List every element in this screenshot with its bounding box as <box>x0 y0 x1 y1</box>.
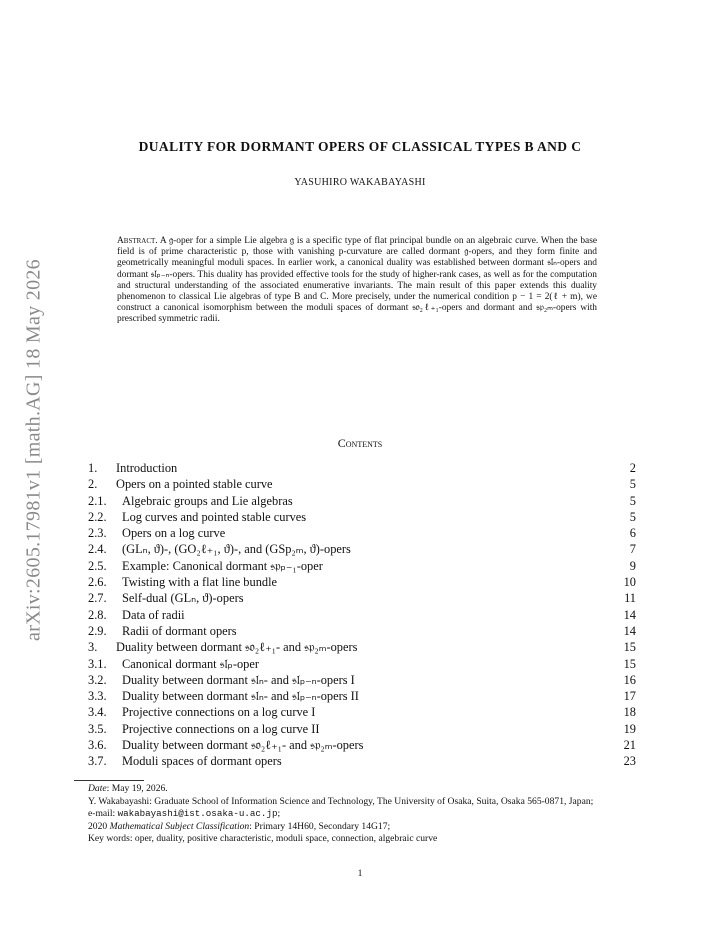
toc-entry[interactable] <box>88 704 636 720</box>
toc-entry-number: 2.1. <box>88 493 107 508</box>
toc-entry-number: 3. <box>88 640 98 655</box>
toc-entry-page: 10 <box>623 575 636 590</box>
toc-entry-number: 3.3. <box>88 689 107 704</box>
toc-entry-page: 7 <box>629 542 636 557</box>
toc-entry-title: Twisting with a flat line bundle <box>122 575 278 590</box>
toc-entry-title: Data of radii <box>122 607 185 622</box>
footnote-rule <box>74 780 144 781</box>
toc-entry-number: 2.7. <box>88 591 107 606</box>
toc-entry-title: Introduction <box>116 461 178 475</box>
toc-entry-page: 9 <box>629 558 636 573</box>
toc-entry-number: 3.2. <box>88 672 107 687</box>
toc-entry-number: 2.6. <box>88 575 107 590</box>
toc-entry-page: 5 <box>629 509 636 524</box>
toc-entry-page: 17 <box>623 689 636 704</box>
toc-entry-number: 3.5. <box>88 721 107 736</box>
toc-entry-number: 2. <box>88 477 98 492</box>
paper-author: YASUHIRO WAKABAYASHI <box>294 177 426 188</box>
toc-entry[interactable] <box>88 607 636 623</box>
toc-entry-number: 2.5. <box>88 558 107 573</box>
toc-entry-number: 2.3. <box>88 526 107 541</box>
toc-entry-page: 6 <box>629 526 636 541</box>
toc-entry-title: Self-dual (GLₙ, ϑ)-opers <box>122 591 244 606</box>
toc-entry-number: 3.4. <box>88 705 107 720</box>
toc-entry-title: Duality between dormant 𝔰𝔩ₙ- and 𝔰𝔩ₚ₋ₙ-opers II <box>122 689 359 704</box>
toc-entry-title: Log curves and pointed stable curves <box>122 509 307 524</box>
arxiv-identifier: arXiv:2605.17981v1 [math.AG] 18 May 2026 <box>22 259 45 641</box>
toc-entry[interactable] <box>88 460 636 476</box>
toc-entry-title: Radii of dormant opers <box>122 623 237 638</box>
toc-entry-title: Duality between dormant 𝔰𝔩ₙ- and 𝔰𝔩ₚ₋ₙ-opers I <box>122 672 355 687</box>
toc-entry[interactable] <box>88 737 636 753</box>
date-value: : May 19, 2026. <box>106 783 168 794</box>
contents-heading: Contents <box>337 436 383 450</box>
toc-entry-page: 21 <box>623 738 636 753</box>
toc-entry[interactable] <box>88 509 636 525</box>
email-tail: ; <box>277 808 281 820</box>
toc-entry-page: 18 <box>623 705 636 720</box>
page-number: 1 <box>357 868 363 879</box>
email-label: e-mail: <box>88 808 118 820</box>
toc-entry[interactable] <box>88 623 636 639</box>
toc-entry[interactable] <box>88 688 636 704</box>
toc-entry-title: Duality between dormant 𝔰𝔬₂ℓ₊₁- and 𝔰𝔭₂ₘ-opers <box>122 738 364 753</box>
msc-prefix: 2020 <box>88 820 110 832</box>
toc-entry-title: Canonical dormant 𝔰𝔩ₚ-oper <box>122 656 259 671</box>
toc-entry-page: 5 <box>629 493 636 508</box>
footnote-email <box>74 808 638 821</box>
toc-entry-page: 19 <box>623 721 636 736</box>
toc-entry[interactable] <box>88 721 636 737</box>
toc-entry[interactable] <box>88 639 636 655</box>
toc-entry-title: Moduli spaces of dormant opers <box>122 754 282 769</box>
abstract-text: A 𝔤-oper for a simple Lie algebra 𝔤 is a specific type of flat principal bundle on an algebraic curve. When the base field is of prime characteristic p, those with vanishing p-curvature are called dormant 𝔤-opers, and they form finite and geometrically meaningful moduli spaces. In earlier work, a canonical duality was established between dormant 𝔰𝔩ₙ-opers and dormant 𝔰𝔩ₚ₋ₙ-opers. This duality has provided effective tools for the study of higher-rank cases, as well as for the computation and structural understanding of the associated enumerative invariants. The main result of this paper extends this duality phenomenon to classical Lie algebras of type B and C. More precisely, under the numerical condition p − 1 = 2(ℓ + m), we construct a canonical isomorphism between the moduli spaces of dormant 𝔰𝔬₂ℓ₊₁-opers and dormant and 𝔰𝔭₂ₘ-opers with prescribed symmetric radii. <box>117 236 598 325</box>
toc-entry-title: Opers on a pointed stable curve <box>116 477 273 492</box>
toc-entry[interactable] <box>88 476 636 492</box>
toc-entry-title: Duality between dormant 𝔰𝔬₂ℓ₊₁- and 𝔰𝔭₂ₘ-opers <box>116 640 358 655</box>
email-address[interactable]: wakabayashi@ist.osaka-u.ac.jp <box>117 808 278 820</box>
toc-entry-number: 3.1. <box>88 656 107 671</box>
toc-entry-number: 2.2. <box>88 509 107 524</box>
toc-entry[interactable] <box>88 590 636 606</box>
toc-entry[interactable] <box>88 672 636 688</box>
abstract <box>117 236 597 326</box>
toc-entry-page: 11 <box>624 591 636 606</box>
toc-entry-number: 1. <box>88 461 98 475</box>
footnote-affiliation: Y. Wakabayashi: Graduate School of Information Science and Technology, The University of Osaka, Suita, Osaka 565-0871, Japan; <box>88 795 594 807</box>
toc-entry-page: 2 <box>629 461 636 475</box>
toc-entry-page: 16 <box>623 672 636 687</box>
toc-entry[interactable] <box>88 558 636 574</box>
msc-label: Mathematical Subject Classification <box>109 820 250 832</box>
toc-entry-page: 14 <box>623 607 636 622</box>
toc-entry-page: 5 <box>629 477 636 492</box>
toc-entry-title: Example: Canonical dormant 𝔰𝔭ₚ₋₁-oper <box>122 558 323 573</box>
paper-title: DUALITY FOR DORMANT OPERS OF CLASSICAL TYPES B AND C <box>138 139 582 154</box>
footnote-keywords: Key words: oper, duality, positive characteristic, moduli space, connection, algebraic curve <box>88 833 438 845</box>
toc-entry-title: Projective connections on a log curve II <box>122 721 320 736</box>
msc-value: : Primary 14H60, Secondary 14G17; <box>249 820 391 832</box>
toc-entry-page: 15 <box>623 656 636 671</box>
toc-entry-number: 3.7. <box>88 754 107 769</box>
date-label: Date <box>88 783 107 794</box>
toc-entry-number: 2.8. <box>88 607 107 622</box>
toc-entry-title: (GLₙ, ϑ)-, (GO₂ℓ₊₁, ϑ)-, and (GSp₂ₘ, ϑ)-opers <box>122 542 351 557</box>
table-of-contents <box>88 460 636 770</box>
toc-entry-title: Projective connections on a log curve I <box>122 705 316 720</box>
toc-entry-number: 2.9. <box>88 623 107 638</box>
footnotes <box>74 783 638 846</box>
toc-entry[interactable] <box>88 525 636 541</box>
abstract-label: Abstract. <box>117 236 158 246</box>
toc-entry[interactable] <box>88 656 636 672</box>
toc-entry-page: 15 <box>623 640 636 655</box>
toc-entry-page: 14 <box>623 623 636 638</box>
toc-entry-title: Opers on a log curve <box>122 526 226 541</box>
toc-entry[interactable] <box>88 493 636 509</box>
footnote-date <box>74 783 638 796</box>
footnote-msc <box>74 821 638 834</box>
toc-entry[interactable] <box>88 574 636 590</box>
toc-entry-title: Algebraic groups and Lie algebras <box>122 493 293 508</box>
toc-entry-number: 2.4. <box>88 542 107 557</box>
toc-entry-page: 23 <box>623 754 636 769</box>
toc-entry[interactable] <box>88 541 636 557</box>
toc-entry-number: 3.6. <box>88 738 107 753</box>
toc-entry[interactable] <box>88 753 636 769</box>
